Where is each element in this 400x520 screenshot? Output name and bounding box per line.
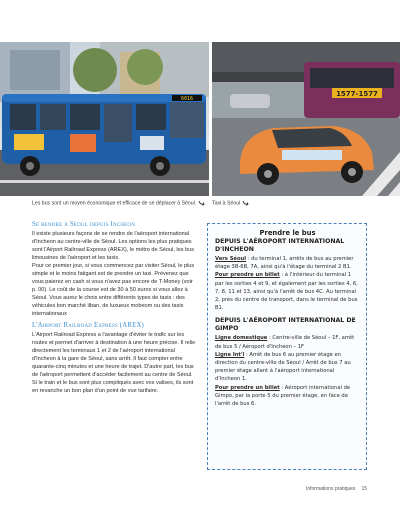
intro-paragraph: Il existe plusieurs façons de se rendre de l'aéroport international d'Incheon au centre-ville de Séoul. Les options les plus pratiques sont l'Airport Railroad Express (AREX), le métro de Séoul, les bus limousines de l'aéroport et les taxis. xyxy=(32,231,194,262)
gimpo-subtitle: DEPUIS L'AÉROPORT INTERNATIONAL DE GIMPO xyxy=(215,317,356,333)
main-text-column xyxy=(32,221,198,395)
taxi-caption-text: Taxi à Séoul xyxy=(212,200,241,207)
taxi-photo xyxy=(212,42,400,196)
page-footer xyxy=(306,486,367,492)
curved-arrow-icon xyxy=(198,200,207,206)
incheon-subtitle: DEPUIS L'AÉROPORT INTERNATIONAL D'INCHEON xyxy=(215,238,345,253)
section-title-arex: L'Airport Railroad Express (AREX) xyxy=(32,321,145,329)
info-label: Pour prendre un billet xyxy=(215,384,280,391)
info-vers-seoul xyxy=(215,255,360,271)
curved-arrow-icon xyxy=(242,200,251,206)
box-title: Prendre le bus xyxy=(259,229,316,237)
info-label: Pour prendre un billet xyxy=(215,272,280,279)
bus-caption xyxy=(32,200,207,206)
info-text: : Aéroport international de Gimpo, par la porte 5 du premier étage, en face de l'arrêt de bus 6. xyxy=(215,384,351,408)
info-text: : Arrêt de bus 6 au premier étage en direction du centre-ville de Séoul / Arrêt de bus 7 au premier étage allant à l'aéroport international d'Incheon 1. xyxy=(215,351,351,383)
info-label: Ligne Int'l xyxy=(215,351,245,358)
section-title-incheon: Se rendre à Séoul depuis Incheon xyxy=(32,221,136,228)
arex-paragraph: L'Airport Railroad Express a l'avantage d'éviter le trafic sur les routes et permet d'arriver à destination à une heure précise. Il relie directement les terminaux 1 et 2 de l'aéroport international d'Incheon à la gare de Séoul, sans arrêt. Il faut compter entre quarante-cinq minutes et une heure de trajet. D'autre part, les bus de l'aéroport permettent d'accéder facilement au centre de Séoul. Si le train et le bus sont plus compliqués avec vos valises, ils sont en revanche un bon plan d'un point de vue tarifaire. xyxy=(32,331,196,394)
footer-section: Informations pratiques xyxy=(305,486,356,492)
info-international xyxy=(215,351,360,384)
info-text: : Centre-ville de Séoul – 1F, arrêt de bus 5 / Aéroport d'Incheon – 1F xyxy=(215,335,355,350)
info-text: : du terminal 1, arrêts de bus au premier étage 3B-6B, 7A, ainsi qu'à l'étage du terminal 2 B1. xyxy=(215,256,354,271)
page-number: 15 xyxy=(361,486,367,492)
taxi-caption xyxy=(212,200,251,206)
info-ticket-incheon xyxy=(215,271,360,312)
info-label: Ligne domestique xyxy=(215,335,268,342)
bus-info-box xyxy=(207,223,367,470)
bus-caption-text: Les bus sont un moyen économique et efficace de se déplacer à Séoul. xyxy=(32,200,197,207)
taxi-paragraph: Pour ce premier jour, si vous commencez par visiter Séoul, le plus simple et le moins fatigant est de prendre un taxi. Prévenez que vous paierez en cash si vous n'avez pas encore de T-Money (voir p. 00). Le coût de la course est de 30 à 50 euros si vous allez à Séoul. Vous aurez le choix entre différents types de taxis : des véhicules bon marché ilban, de luxueux mobeom ou des taxis internationaux xyxy=(32,263,195,318)
info-text: : à l'intérieur du terminal 1 par les sorties 4 et 9, et également par les sorties 4, 6, 7, 8, 11 et 13, ainsi qu'à l'arrêt de bus 4C. Au terminal 2, près du centre de transport, dans le terminal de bus B1. xyxy=(215,272,358,312)
bus-route-sign: 6016 xyxy=(180,96,194,102)
info-label: Vers Séoul xyxy=(215,256,246,262)
info-ticket-gimpo xyxy=(215,384,360,409)
bus-photo xyxy=(0,42,209,196)
info-domestic xyxy=(215,334,360,350)
taxi-phone-badge: 1577-1577 xyxy=(336,90,378,98)
